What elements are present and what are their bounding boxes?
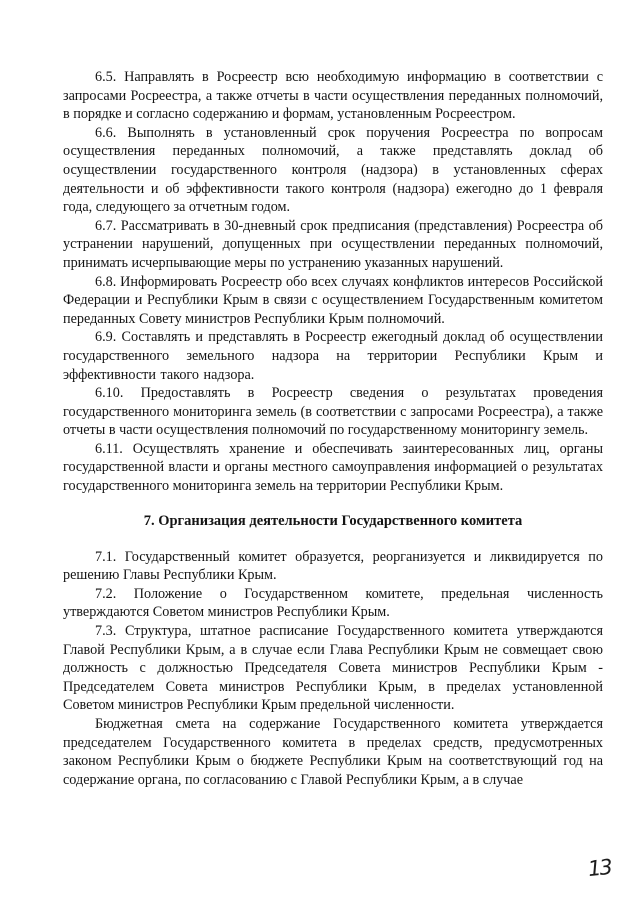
paragraph-6-7: 6.7. Рассматривать в 30-дневный срок предписания (представления) Росреестра об устранении нарушений, допущенных при осуществлении переданных полномочий, принимать исчерпывающие меры по устранению указанных нарушений. (63, 217, 603, 271)
paragraph-6-6: 6.6. Выполнять в установленный срок поручения Росреестра по вопросам осуществления переданных полномочий, а также представлять доклад об осуществлении государственного контроля (надзора) в установленных сферах деятельности и об эффективности такого контроля (надзора) ежегодно до 1 февраля года, следующего за отчетным годом. (63, 124, 603, 216)
paragraph-6-9: 6.9. Составлять и представлять в Росреестр ежегодный доклад об осуществлении государственного земельного надзора на территории Республики Крым и эффективности такого надзора. (63, 329, 603, 383)
page-number: 13 (586, 854, 612, 882)
paragraph-budget-estimate: Бюджетная смета на содержание Государственного комитета утверждается председателем Государственного комитета в пределах средств, предусмотренных законом Республики Крым о бюджете Республики Крым на соответствующий год на содержание органа, по согласованию с Главой Республики Крым, а в случае (63, 716, 603, 788)
paragraph-7-2: 7.2. Положение о Государственном комитете, предельная численность утверждаются Советом министров Республики Крым. (63, 585, 603, 621)
paragraph-7-1: 7.1. Государственный комитет образуется, реорганизуется и ликвидируется по решению Главы Республики Крым. (63, 548, 603, 584)
paragraph-6-5: 6.5. Направлять в Росреестр всю необходимую информацию в соответствии с запросами Росреестра, а также отчеты в части осуществления переданных полномочий, в порядке и согласно содержанию и формам, установленным Росреестром. (63, 69, 603, 123)
document-page (63, 68, 603, 789)
paragraph-7-3: 7.3. Структура, штатное расписание Государственного комитета утверждаются Главой Республики Крым, а в случае если Глава Республики Крым не совмещает свою должность с должностью Председателя Совета министров Республики Крым - Председателем Совета министров Республики Крым, в пределах установленной Советом министров Республики Крым предельной численности. (63, 623, 603, 714)
section-7-heading: 7. Организация деятельности Государственного комитета (143, 512, 523, 529)
paragraph-6-8: 6.8. Информировать Росреестр обо всех случаях конфликтов интересов Российской Федерации и Республики Крым в связи с осуществлением Государственным комитетом переданных Совету министров Республики Крым полномочий. (63, 273, 603, 327)
paragraph-6-11: 6.11. Осуществлять хранение и обеспечивать заинтересованных лиц, органы государственной власти и органы местного самоуправления информацией о результатах государственного мониторинга земель на территории Республики Крым. (63, 440, 603, 495)
paragraph-6-10: 6.10. Предоставлять в Росреестр сведения о результатах проведения государственного мониторинга земель (в соответствии с запросами Росреестра), а также отчеты в части осуществления полномочий по государственному мониторингу земель. (63, 385, 603, 439)
